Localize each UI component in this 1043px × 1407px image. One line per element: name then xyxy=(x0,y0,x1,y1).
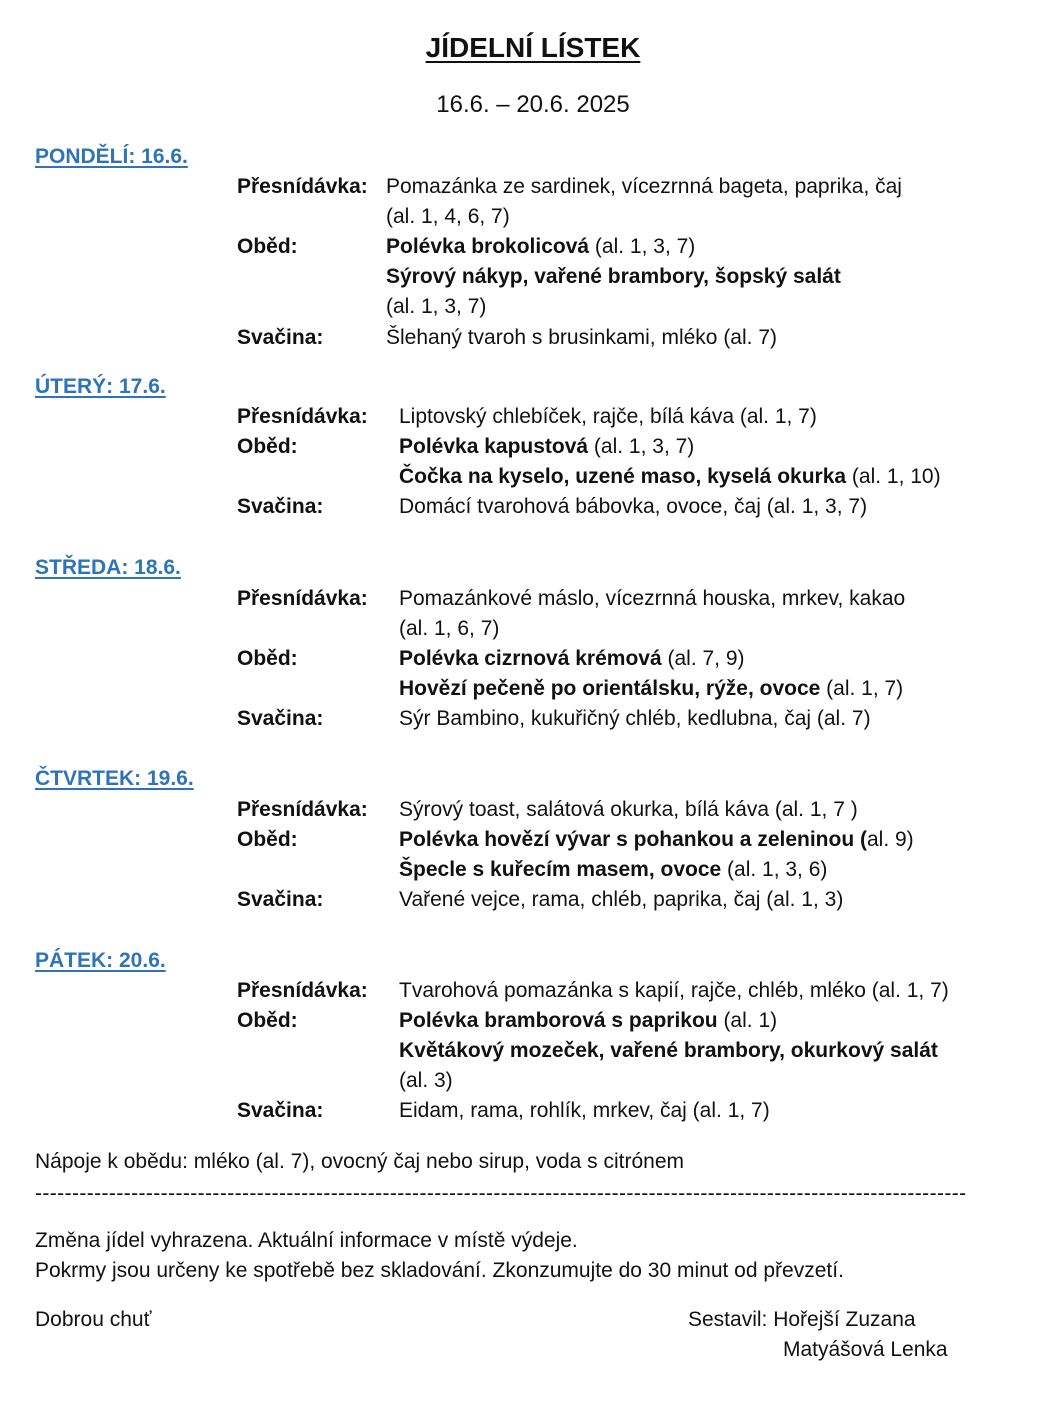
label-lunch: Oběd: xyxy=(237,647,298,670)
soup-allergens: (al. 7, 9) xyxy=(661,647,745,670)
breakfast-item: Pomazánka ze sardinek, vícezrnná bageta, paprika, čaj xyxy=(386,175,902,198)
snack-item: Sýr Bambino, kukuřičný chléb, kedlubna, čaj (al. 7) xyxy=(399,707,871,730)
main-dish-name: Špecle s kuřecím masem, ovoce xyxy=(399,858,722,881)
label-breakfast: Přesnídávka: xyxy=(237,405,368,428)
label-snack: Svačina: xyxy=(237,326,324,349)
soup-item xyxy=(399,644,745,674)
soup-name: Polévka cizrnová krémová xyxy=(399,647,662,670)
main-dish-name: Hovězí pečeně po orientálsku, rýže, ovoce xyxy=(399,677,821,700)
day-heading: ÚTERÝ: 17.6. xyxy=(35,375,166,398)
snack-item: Šlehaný tvaroh s brusinkami, mléko (al. 7) xyxy=(386,326,777,349)
main-dish xyxy=(399,674,903,704)
soup-item xyxy=(399,825,914,855)
snack-item: Eidam, rama, rohlík, mrkev, čaj (al. 1, 7) xyxy=(399,1099,770,1122)
breakfast-allergens: (al. 1, 6, 7) xyxy=(399,617,500,640)
snack-item: Vařené vejce, rama, chléb, paprika, čaj (al. 1, 3) xyxy=(399,888,844,911)
soup-allergens: (al. 1, 3, 7) xyxy=(588,435,695,458)
label-snack: Svačina: xyxy=(237,888,324,911)
label-snack: Svačina: xyxy=(237,495,324,518)
breakfast-item: Tvarohová pomazánka s kapií, rajče, chléb, mléko (al. 1, 7) xyxy=(399,979,949,1002)
main-dish xyxy=(399,462,941,492)
main-dish-name: Květákový mozeček, vařené brambory, okurkový salát xyxy=(399,1039,938,1062)
soup-name: Polévka brokolicová xyxy=(386,235,590,258)
notice-consumption: Pokrmy jsou určeny ke spotřebě bez skladování. Zkonzumujte do 30 minut od převzetí. xyxy=(35,1259,844,1282)
soup-allergens: (al. 1, 3, 7) xyxy=(589,235,696,258)
main-dish-allergens: (al. 1, 3, 7) xyxy=(386,295,487,318)
soup-allergens: al. 9) xyxy=(866,828,914,851)
soup-item xyxy=(399,432,694,462)
drinks-note: Nápoje k obědu: mléko (al. 7), ovocný čaj nebo sirup, voda s citrónem xyxy=(35,1150,685,1173)
label-breakfast: Přesnídávka: xyxy=(237,175,368,198)
compiled-by: Sestavil: Hořejší Zuzana xyxy=(688,1308,916,1331)
label-snack: Svačina: xyxy=(237,707,324,730)
label-breakfast: Přesnídávka: xyxy=(237,587,368,610)
label-lunch: Oběd: xyxy=(237,435,298,458)
date-range: 16.6. – 20.6. 2025 xyxy=(436,91,630,118)
main-dish-allergens: (al. 3) xyxy=(399,1069,453,1092)
closing-greeting: Dobrou chuť xyxy=(35,1308,152,1331)
soup-allergens: (al. 1) xyxy=(717,1009,778,1032)
soup-name: Polévka kapustová xyxy=(399,435,589,458)
breakfast-item: Sýrový toast, salátová okurka, bílá káva (al. 1, 7 ) xyxy=(399,798,858,821)
soup-name: Polévka bramborová s paprikou xyxy=(399,1009,718,1032)
separator-line: ------------------------------------------------------------------------------------------------------------------------------ xyxy=(35,1182,967,1205)
notice-change: Změna jídel vyhrazena. Aktuální informace v místě výdeje. xyxy=(35,1229,578,1252)
label-breakfast: Přesnídávka: xyxy=(237,979,368,1002)
label-breakfast: Přesnídávka: xyxy=(237,798,368,821)
day-heading: PÁTEK: 20.6. xyxy=(35,949,166,972)
label-snack: Svačina: xyxy=(237,1099,324,1122)
main-dish-name: Čočka na kyselo, uzené maso, kyselá okurka xyxy=(399,465,847,488)
snack-item: Domácí tvarohová bábovka, ovoce, čaj (al. 1, 3, 7) xyxy=(399,495,868,518)
breakfast-item: Liptovský chlebíček, rajče, bílá káva (al. 1, 7) xyxy=(399,405,817,428)
day-heading: PONDĚLÍ: 16.6. xyxy=(35,145,188,168)
soup-name: Polévka hovězí vývar s pohankou a zeleninou ( xyxy=(399,828,867,851)
main-dish xyxy=(399,855,827,885)
compiled-by-second: Matyášová Lenka xyxy=(783,1338,948,1361)
day-heading: ČTVRTEK: 19.6. xyxy=(35,767,194,790)
day-heading: STŘEDA: 18.6. xyxy=(35,556,181,579)
breakfast-allergens: (al. 1, 4, 6, 7) xyxy=(386,205,510,228)
main-dish-allergens: (al. 1, 3, 6) xyxy=(721,858,828,881)
main-dish-name: Sýrový nákyp, vařené brambory, šopský salát xyxy=(386,265,841,288)
label-lunch: Oběd: xyxy=(237,828,298,851)
page-title: JÍDELNÍ LÍSTEK xyxy=(425,32,641,63)
main-dish-allergens: (al. 1, 7) xyxy=(820,677,904,700)
main-dish-allergens: (al. 1, 10) xyxy=(846,465,941,488)
label-lunch: Oběd: xyxy=(237,1009,298,1032)
label-lunch: Oběd: xyxy=(237,235,298,258)
breakfast-item: Pomazánkové máslo, vícezrnná houska, mrkev, kakao xyxy=(399,587,906,610)
soup-item xyxy=(386,232,695,262)
soup-item xyxy=(399,1006,777,1036)
